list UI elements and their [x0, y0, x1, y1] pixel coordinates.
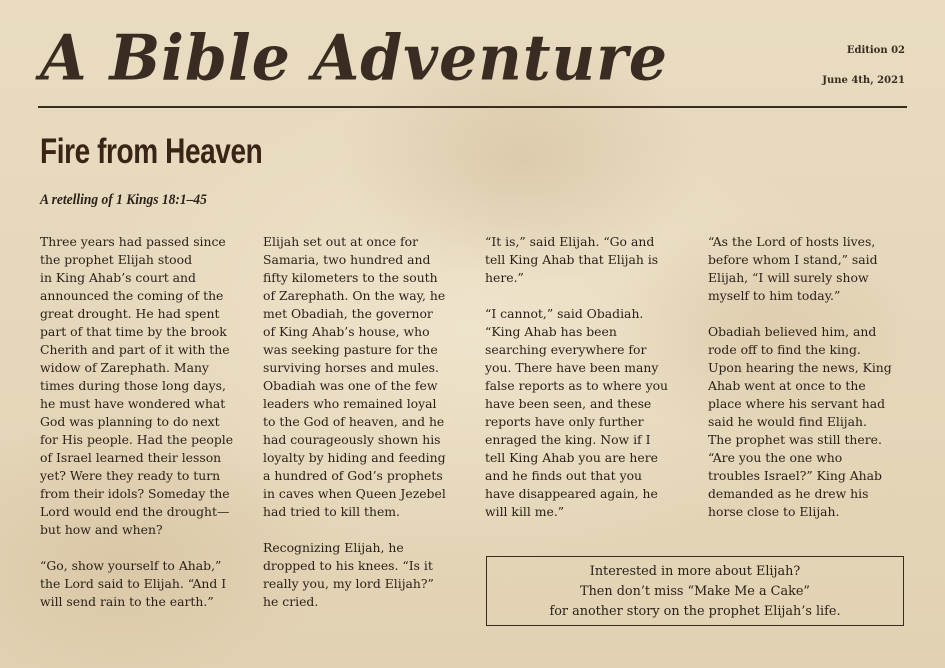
promo-box — [486, 556, 904, 626]
article-headline: Fire from Heaven — [40, 132, 263, 171]
masthead-title: A Bible Adventure — [40, 22, 669, 96]
issue-date: June 4th, 2021 — [822, 75, 905, 86]
article-column-4 — [708, 233, 913, 539]
edition-label: Edition 02 — [846, 45, 905, 56]
article-column-1 — [40, 233, 245, 629]
paragraph: Elijah set out at once for Samaria, two hundred and fifty kilometers to the south of Zarephath. On the way, he met Obadiah, the governor of King Ahab’s house, who was seeking pasture for the surviving horses and mules. Obadiah was one of the few leaders who remained loyal to the God of heaven, and he had courageously shown his loyalty by hiding and feeding a hundred of God’s prophets in caves when Queen Jezebel had tried to kill them. — [263, 234, 446, 519]
paragraph: “Go, show yourself to Ahab,” the Lord said to Elijah. “And I will send rain to the earth.” — [40, 558, 227, 609]
paragraph: “It is,” said Elijah. “Go and tell King Ahab that Elijah is here.” — [485, 234, 659, 285]
promo-line: for another story on the prophet Elijah’s life. — [549, 604, 841, 619]
article-subhead: A retelling of 1 Kings 18:1–45 — [40, 192, 207, 208]
promo-line: Interested in more about Elijah? — [589, 564, 801, 579]
paragraph: Obadiah believed him, and rode off to find the king. Upon hearing the news, King Ahab went at once to the place where his servant had said he would find Elijah. The prophet was still there. “Are you the one who troubles Israel?” King Ahab demanded as he drew his horse close to Elijah. — [708, 324, 892, 519]
promo-line: Then don’t miss “Make Me a Cake” — [580, 584, 810, 599]
article-column-3 — [485, 233, 690, 539]
masthead-divider — [38, 106, 907, 108]
article-column-2 — [263, 233, 463, 629]
paragraph: “I cannot,” said Obadiah. “King Ahab has been searching everywhere for you. There have been many false reports as to where you have been seen, and these reports have only further enraged the king. Now if I tell King Ahab you are here and he finds out that you have disappeared again, he will kill me.” — [485, 306, 669, 519]
paragraph: “As the Lord of hosts lives, before whom I stand,” said Elijah, “I will surely show myself to him today.” — [708, 234, 878, 303]
paragraph: Recognizing Elijah, he dropped to his knees. “Is it really you, my lord Elijah?” he cried. — [263, 540, 434, 609]
paragraph: Three years had passed since the prophet Elijah stood in King Ahab’s court and announced the coming of the great drought. He had spent part of that time by the brook Cherith and part of it with the widow of Zarephath. Many times during those long days, he must have wondered what God was planning to do next for His people. Had the people of Israel learned their lesson yet? Were they ready to turn from their idols? Someday the Lord would end the drought— but how and when? — [40, 234, 234, 537]
